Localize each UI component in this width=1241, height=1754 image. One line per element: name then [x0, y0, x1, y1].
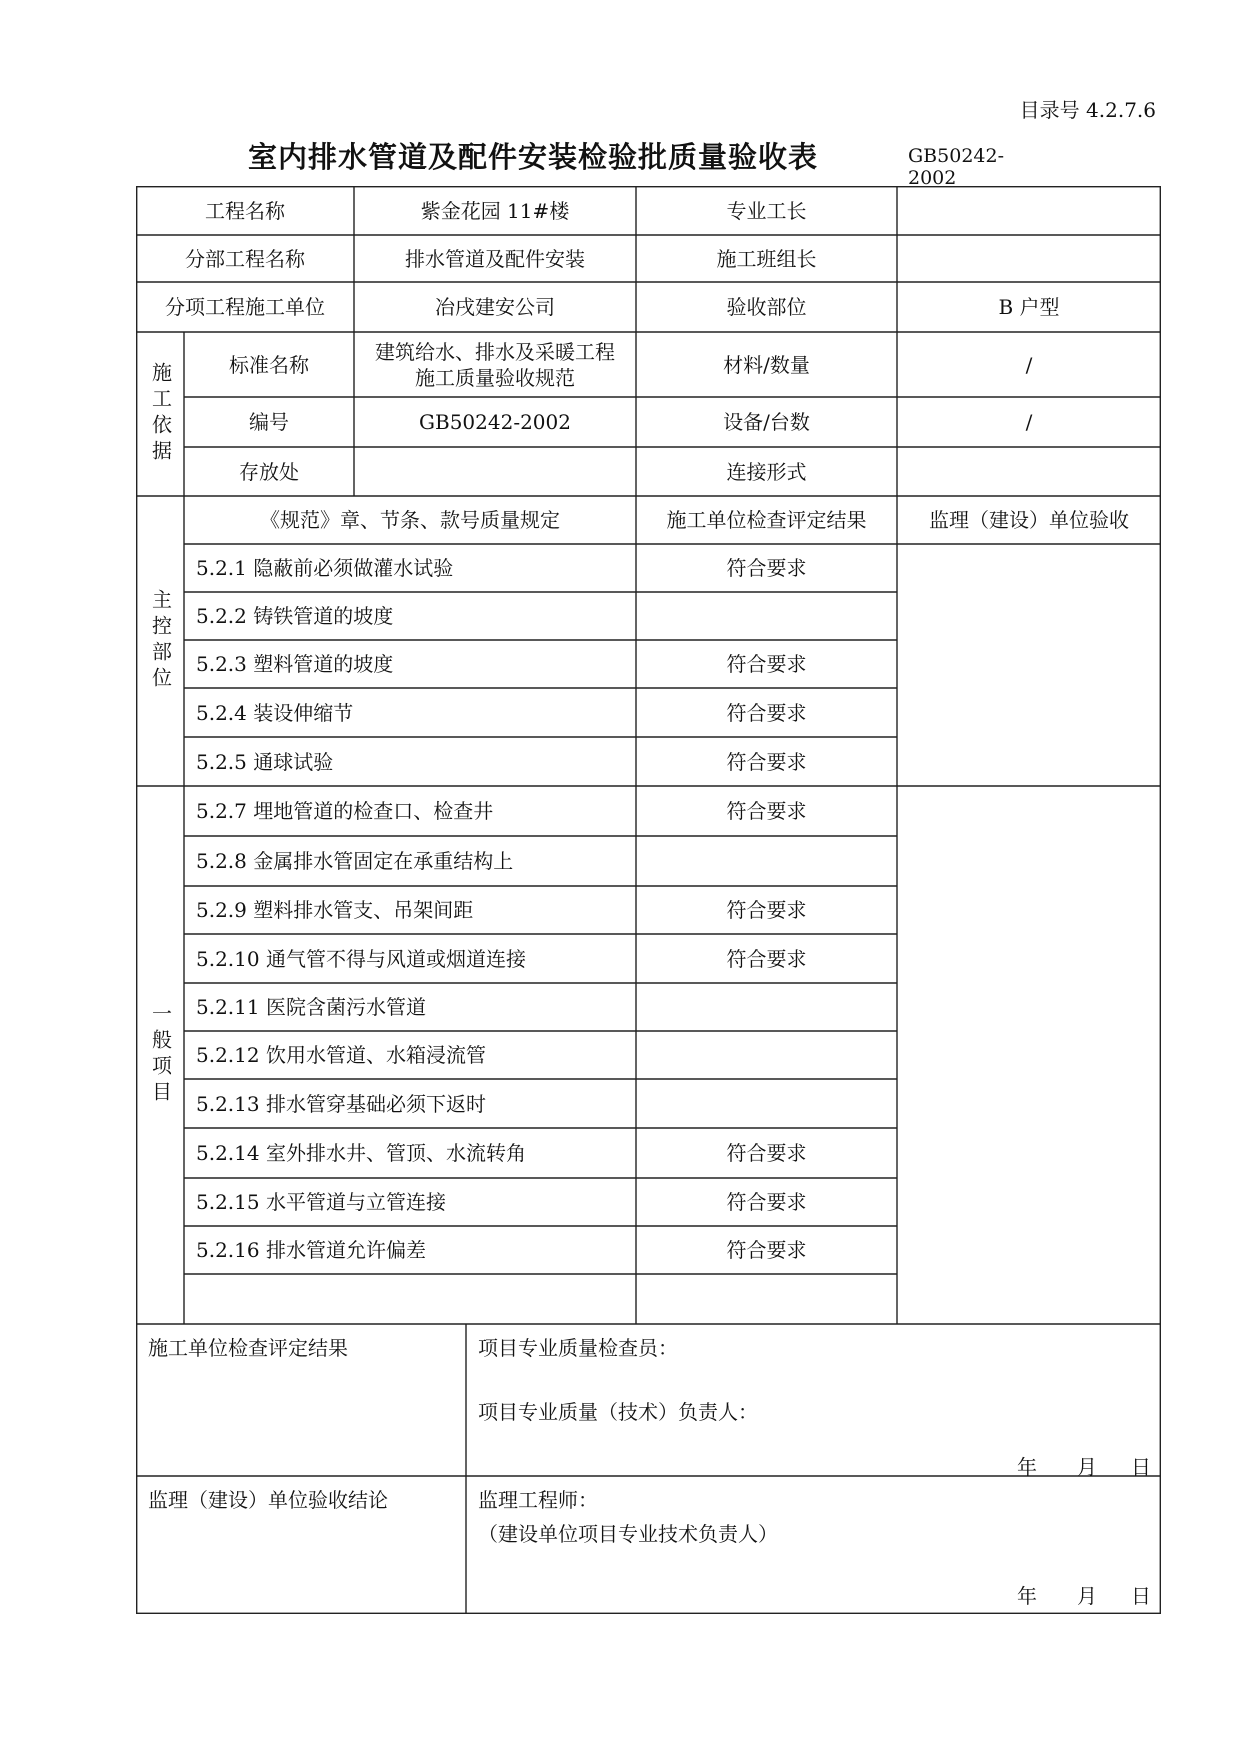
std-name-line2: 施工质量验收规范 — [415, 365, 575, 390]
project-name-label: 工程名称 — [205, 198, 285, 223]
general-result-4: 符合要求 — [726, 946, 807, 971]
general-result-3: 符合要求 — [726, 898, 807, 922]
main-result-5: 符合要求 — [726, 749, 807, 774]
subdivision-label: 分部工程名称 — [185, 246, 305, 271]
col-spec-header: 《规范》章、节条、款号质量规定 — [260, 508, 560, 532]
general-item-5: 5.2.11 医院含菌污水管道 — [196, 995, 426, 1019]
main-items-group-text: 主控部位 — [148, 589, 173, 693]
inspection-table — [136, 186, 1161, 1614]
catalog-number: 目录号 4.2.7.6 — [1019, 98, 1156, 122]
supervisor-conclusion-label: 监理（建设）单位验收结论 — [148, 1488, 388, 1512]
main-result-1: 符合要求 — [726, 556, 807, 580]
foreman-value — [897, 186, 1161, 235]
general-item-6: 5.2.12 饮用水管道、水箱浸流管 — [196, 1043, 486, 1067]
general-item-7: 5.2.13 排水管穿基础必须下返时 — [196, 1091, 486, 1116]
general-item-3: 5.2.9 塑料排水管支、吊架间距 — [196, 898, 474, 922]
general-item-9: 5.2.15 水平管道与立管连接 — [196, 1190, 446, 1214]
general-item-2: 5.2.8 金属排水管固定在承重结构上 — [196, 849, 514, 873]
contractor-conclusion-label: 施工单位检查评定结果 — [148, 1336, 348, 1360]
col-supervisor-header: 监理（建设）单位验收 — [929, 508, 1129, 532]
page-title: 室内排水管道及配件安装检验批质量验收表 — [248, 140, 819, 174]
general-item-10: 5.2.16 排水管道允许偏差 — [196, 1238, 426, 1262]
material-value: / — [1025, 352, 1033, 377]
main-items-group-label — [136, 496, 184, 786]
connection-label: 连接形式 — [726, 459, 807, 484]
supervisor-day-label: 日 — [1131, 1584, 1151, 1608]
standard-code: GB50242-2002 — [908, 145, 1005, 189]
contractor-value: 冶戌建安公司 — [435, 295, 555, 319]
basis-group-label — [136, 332, 184, 496]
code-label: 编号 — [249, 410, 289, 434]
general-result-9: 符合要求 — [726, 1190, 807, 1214]
team-leader-label: 施工班组长 — [716, 246, 817, 271]
connection-value — [897, 447, 1161, 496]
general-result-1: 符合要求 — [726, 799, 807, 823]
foreman-label: 专业工长 — [726, 198, 807, 223]
main-item-4: 5.2.4 装设伸缩节 — [196, 700, 354, 725]
project-name-value: 紫金花园 11#楼 — [420, 198, 570, 223]
quality-inspector-label: 项目专业质量检查员： — [478, 1336, 678, 1360]
general-items-group-label — [136, 786, 184, 1324]
col-result-header: 施工单位检查评定结果 — [666, 508, 867, 532]
general-item-11 — [184, 1274, 636, 1324]
contractor-month-label: 月 — [1077, 1455, 1097, 1479]
general-result-5 — [636, 983, 897, 1031]
supervising-engineer-label: 监理工程师： — [478, 1488, 598, 1512]
contractor-year-label: 年 — [1017, 1455, 1037, 1479]
main-item-1: 5.2.1 隐蔽前必须做灌水试验 — [196, 556, 454, 580]
storage-value — [354, 447, 636, 496]
location-value: B 户型 — [998, 295, 1060, 319]
main-result-3: 符合要求 — [726, 652, 807, 676]
general-result-6 — [636, 1031, 897, 1079]
general-result-8: 符合要求 — [726, 1141, 807, 1165]
supervisor-month-label: 月 — [1077, 1584, 1097, 1608]
main-item-3: 5.2.3 塑料管道的坡度 — [196, 652, 394, 676]
equipment-value: / — [1025, 410, 1033, 434]
basis-group-text: 施工依据 — [148, 362, 173, 466]
main-item-5: 5.2.5 通球试验 — [196, 749, 334, 774]
contractor-day-label: 日 — [1131, 1455, 1151, 1479]
general-result-2 — [636, 836, 897, 886]
general-item-1: 5.2.7 埋地管道的检查口、检查井 — [196, 799, 494, 823]
tech-lead-label: 项目专业质量（技术）负责人： — [478, 1400, 758, 1424]
team-leader-value — [897, 235, 1161, 282]
general-item-4: 5.2.10 通气管不得与风道或烟道连接 — [196, 946, 526, 971]
general-result-11 — [636, 1274, 897, 1324]
location-label: 验收部位 — [726, 295, 807, 319]
title-row — [248, 135, 1048, 189]
main-item-2: 5.2.2 铸铁管道的坡度 — [196, 604, 394, 628]
supervisor-year-label: 年 — [1017, 1584, 1037, 1608]
code-value: GB50242-2002 — [419, 410, 571, 434]
general-result-10: 符合要求 — [726, 1238, 807, 1262]
contractor-label: 分项工程施工单位 — [165, 295, 325, 319]
owner-tech-lead-label: （建设单位项目专业技术负责人） — [478, 1522, 778, 1546]
general-result-7 — [636, 1079, 897, 1128]
std-name-value — [354, 332, 636, 397]
main-result-4: 符合要求 — [726, 700, 807, 725]
equipment-label: 设备/台数 — [723, 410, 810, 434]
material-label: 材料/数量 — [723, 352, 810, 377]
std-name-label: 标准名称 — [229, 352, 309, 377]
std-name-line1: 建筑给水、排水及采暖工程 — [375, 339, 615, 364]
general-item-8: 5.2.14 室外排水井、管顶、水流转角 — [196, 1141, 526, 1165]
subdivision-value: 排水管道及配件安装 — [405, 246, 585, 271]
general-items-group-text: 一般项目 — [148, 1003, 173, 1107]
storage-label: 存放处 — [239, 459, 299, 484]
main-result-2 — [636, 592, 897, 640]
